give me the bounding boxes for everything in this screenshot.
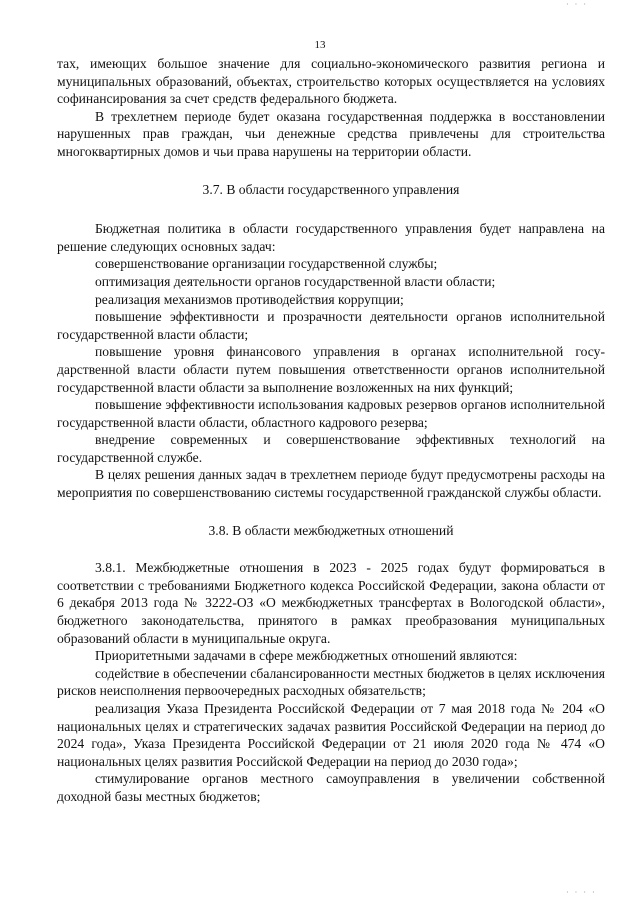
scan-specks-bottom: · · · · (566, 888, 597, 897)
list-item: оптимизация деятельности органов государственной власти области; (95, 273, 496, 289)
page-number: 13 (314, 39, 326, 51)
list-item: реализация механизмов противодействия коррупции; (95, 291, 404, 307)
list-item: содействие в обеспечении сбалансированности местных бюджетов в целях исключения рисков неисполнения первоочередных расходных обязательств; (57, 665, 605, 699)
paragraph: В целях решения данных задач в трехлетнем периоде будут предусмотрены расходы на мероприятия по совершенствованию системы государственной гражданской службы области. (57, 467, 605, 501)
list-item: внедрение современных и совершенствование эффективных технологий на государственной службе. (57, 432, 605, 465)
section-heading-3-7: 3.7. В области государственного управления (202, 181, 460, 197)
paragraph: В трехлетнем периоде будет оказана государственная поддержка в восстановлении нарушенных прав граждан, чьи денежные средства привлечены для строительства многоквартирных домов и чьи права нарушены на территории области. (57, 108, 605, 159)
section-heading-3-8: 3.8. В области межбюджетных отношений (208, 522, 454, 538)
paragraph: Бюджетная политика в области государственного управления будет направлена на решение следующих основных задач: (57, 221, 605, 254)
list-item: реализация Указа Президента Российской Федерации от 7 мая 2018 года № 204 «О национальных целях и стратегических задачах развития Российской Федерации на период до 2024 года», Указа Президента Российской Федерации от 21 июля 2020 года № 474 «О национальных целях развития Российской Федерации на период до 2030 года»; (57, 701, 605, 769)
paragraph: 3.8.1. Межбюджетные отношения в 2023 - 2025 годах будут формироваться в соответствии с требованиями Бюджетного кодекса Российской Федерации, закона области от 6 декабря 2013 года № 3222-ОЗ «О межбюджетных трансфертах в Вологодской области», бюджетного законодательства, принятого в рамках преобразования муниципальных образований области в муниципальные округа. (57, 560, 605, 646)
paragraph-continuation: тах, имеющих большое значение для социально-экономического развития региона и муниципальных образований, объектах, строительство которых осуществляется на условиях софинансирования за счет средств федерального бюджета. (57, 56, 605, 107)
list-item: повышение уровня финансового управления в органах исполнительной государственной власти области путем повышения ответственности органов исполнительной государственной власти области за выполнение возложенных на них функций; (57, 344, 605, 395)
paragraph: Приоритетными задачами в сфере межбюджетных отношений являются: (95, 648, 518, 664)
list-item: повышение эффективности использования кадровых резервов органов исполнительной государственной власти области, областного кадрового резерва; (57, 397, 605, 430)
list-item: совершенствование организации государственной службы; (95, 256, 438, 272)
list-item: повышение эффективности и прозрачности деятельности органов исполнительной государственной власти области; (57, 309, 605, 342)
list-item: стимулирование органов местного самоуправления в увеличении собственной доходной базы местных бюджетов; (57, 771, 605, 804)
page-content (57, 55, 605, 806)
scan-specks-top: · · · (566, 0, 588, 9)
